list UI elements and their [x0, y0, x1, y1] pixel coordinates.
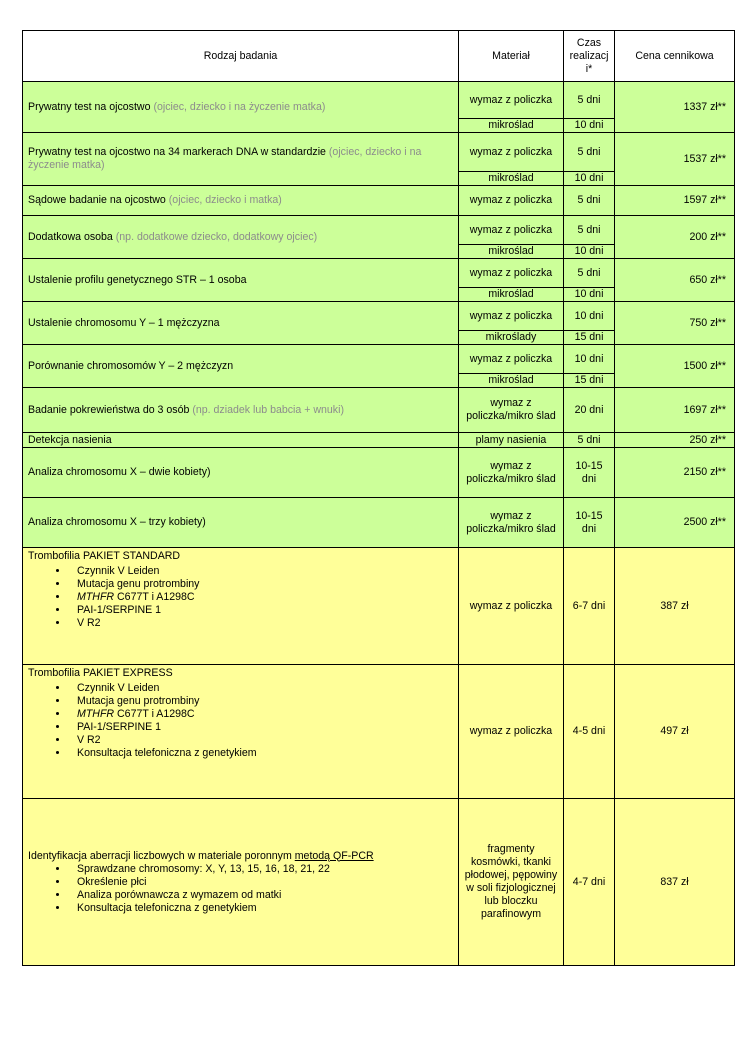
material: wymaz z policzka	[459, 302, 564, 331]
header-row	[23, 31, 735, 82]
material: wymaz z policzka/mikro ślad	[459, 388, 564, 433]
time: 4-7 dni	[564, 799, 615, 966]
time: 5 dni	[564, 259, 615, 288]
package-standard	[23, 548, 459, 665]
list-item: • PAI-1/SERPINE 1	[69, 604, 455, 617]
time: 5 dni	[564, 433, 615, 448]
method-link: metodą QF-PCR	[294, 849, 374, 862]
material: mikroślad	[459, 288, 564, 302]
material: wymaz z policzka	[459, 216, 564, 245]
material: wymaz z policzka	[459, 548, 564, 665]
material: wymaz z policzka	[459, 82, 564, 119]
time: 10-15 dni	[564, 498, 615, 548]
material: wymaz z policzka	[459, 259, 564, 288]
package-title: Trombofilia PAKIET EXPRESS	[28, 667, 173, 679]
time: 5 dni	[564, 133, 615, 172]
time: 10 dni	[564, 119, 615, 133]
price: 2500 zł**	[615, 498, 735, 548]
material: mikroślad	[459, 172, 564, 186]
time: 4-5 dni	[564, 665, 615, 799]
list-item: • MTHFR C677T i A1298C	[69, 591, 455, 604]
list-item: • PAI-1/SERPINE 1	[69, 721, 455, 734]
price: 750 zł**	[615, 302, 735, 345]
list-item: • Analiza porównawcza z wymazem od matki	[69, 889, 455, 902]
material: mikroślad	[459, 245, 564, 259]
material: wymaz z policzka	[459, 186, 564, 216]
time: 15 dni	[564, 374, 615, 388]
price: 1500 zł**	[615, 345, 735, 388]
price: 837 zł	[615, 799, 735, 966]
material: wymaz z policzka	[459, 665, 564, 799]
package-qf-pcr	[23, 799, 459, 966]
header-material: Materiał	[459, 31, 564, 82]
list-item: • Sprawdzane chromosomy: X, Y, 13, 15, 16, 18, 21, 22	[69, 863, 455, 876]
material: fragmenty kosmówki, tkanki płodowej, pępowiny w soli fizjologicznej lub bloczku parafinowym	[459, 799, 564, 966]
list-item: • Mutacja genu protrombiny	[69, 695, 455, 708]
package-items	[28, 565, 455, 630]
time: 10 dni	[564, 345, 615, 374]
test-name: Porównanie chromosomów Y – 2 mężczyzn	[23, 345, 459, 388]
material: mikroślady	[459, 331, 564, 345]
package-title: Identyfikacja aberracji liczbowych w materiale poronnym metodą QF-PCR	[28, 849, 374, 862]
package-items	[28, 863, 455, 915]
time: 5 dni	[564, 216, 615, 245]
material: wymaz z policzka/mikro ślad	[459, 448, 564, 498]
time: 10 dni	[564, 302, 615, 331]
list-item: • MTHFR C677T i A1298C	[69, 708, 455, 721]
price: 387 zł	[615, 548, 735, 665]
test-name: Badanie pokrewieństwa do 3 osób (np. dziadek lub babcia + wnuki)	[23, 388, 459, 433]
price: 1597 zł**	[615, 186, 735, 216]
time: 20 dni	[564, 388, 615, 433]
material: mikroślad	[459, 374, 564, 388]
time: 5 dni	[564, 186, 615, 216]
time: 10 dni	[564, 172, 615, 186]
material: wymaz z policzka	[459, 345, 564, 374]
list-item: • Konsultacja telefoniczna z genetykiem	[69, 747, 455, 760]
price-table	[22, 30, 735, 966]
test-name: Prywatny test na ojcostwo na 34 markerach DNA w standardzie (ojciec, dziecko i na życzenie matka)	[23, 133, 459, 186]
list-item: • Czynnik V Leiden	[69, 682, 455, 695]
price: 1697 zł**	[615, 388, 735, 433]
price: 497 zł	[615, 665, 735, 799]
list-item: • Określenie płci	[69, 876, 455, 889]
list-item: • V R2	[69, 617, 455, 630]
package-express	[23, 665, 459, 799]
material: plamy nasienia	[459, 433, 564, 448]
list-item: • Mutacja genu protrombiny	[69, 578, 455, 591]
time: 6-7 dni	[564, 548, 615, 665]
time: 10 dni	[564, 288, 615, 302]
header-type: Rodzaj badania	[23, 31, 459, 82]
test-name: Ustalenie chromosomu Y – 1 mężczyzna	[23, 302, 459, 345]
price: 200 zł**	[615, 216, 735, 259]
price: 1337 zł**	[615, 82, 735, 133]
list-item: • V R2	[69, 734, 455, 747]
time: 15 dni	[564, 331, 615, 345]
test-name: Analiza chromosomu X – dwie kobiety)	[23, 448, 459, 498]
time: 10 dni	[564, 245, 615, 259]
time: 5 dni	[564, 82, 615, 119]
price: 650 zł**	[615, 259, 735, 302]
test-name: Dodatkowa osoba (np. dodatkowe dziecko, dodatkowy ojciec)	[23, 216, 459, 259]
price: 2150 zł**	[615, 448, 735, 498]
package-items	[28, 682, 455, 760]
price: 1537 zł**	[615, 133, 735, 186]
material: wymaz z policzka	[459, 133, 564, 172]
list-item: • Czynnik V Leiden	[69, 565, 455, 578]
test-name: Detekcja nasienia	[23, 433, 459, 448]
package-title: Trombofilia PAKIET STANDARD	[28, 550, 181, 562]
material: mikroślad	[459, 119, 564, 133]
list-item: • Konsultacja telefoniczna z genetykiem	[69, 902, 455, 915]
test-name: Analiza chromosomu X – trzy kobiety)	[23, 498, 459, 548]
time: 10-15 dni	[564, 448, 615, 498]
material: wymaz z policzka/mikro ślad	[459, 498, 564, 548]
header-time: Czas realizacj i*	[564, 31, 615, 82]
price: 250 zł**	[615, 433, 735, 448]
test-name: Prywatny test na ojcostwo (ojciec, dziecko i na życzenie matka)	[23, 82, 459, 133]
test-name: Sądowe badanie na ojcostwo (ojciec, dziecko i matka)	[23, 186, 459, 216]
header-price: Cena cennikowa	[615, 31, 735, 82]
test-name: Ustalenie profilu genetycznego STR – 1 osoba	[23, 259, 459, 302]
